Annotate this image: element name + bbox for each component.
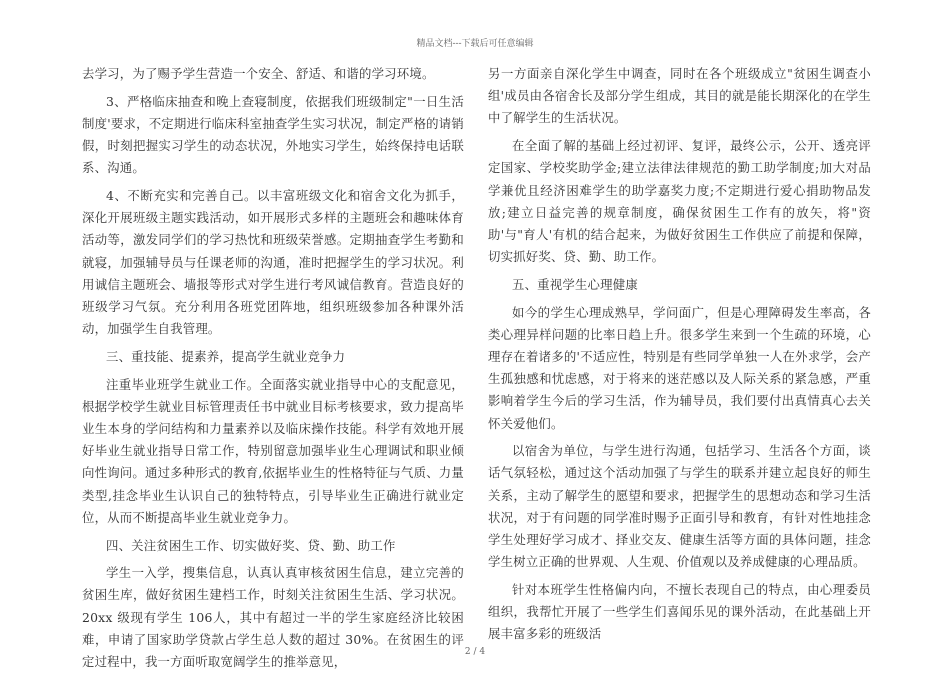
paragraph: 4、不断充实和完善自己。以丰富班级文化和宿舍文化为抓手，深化开展班级主题实践活动，如开展形式多样的主题班会和趣味体育活动等，激发同学们的学习热忱和班级荣誉感。定期抽查学生考勤和就寝，加强辅导员与任课老师的沟通，准时把握学生的学习状况。利用诚信主题班会、墙报等形式对学生进行考风诚信教育。营造良好的班级学习气氛。充分利用各班党团阵地，组织班级参加各种课外活动，加强学生自我管理。 <box>82 188 464 337</box>
paragraph: 学生一入学，搜集信息，认真认真审核贫困生信息，建立完善的贫困生库，做好贫困生建档工作，时刻关注贫困生生活、学习状况。20xx 级现有学生 106人，其中有超过一半的学生家庭经济比较困难，申请了国家助学贷款占学生总人数的超过 30%。在贫困生的评定过程中，我一方面听取宽阔学生的推举意见， <box>82 565 464 670</box>
page-number: 2 / 4 <box>464 647 486 657</box>
paragraph: 在全面了解的基础上经过初评、复评，最终公示，公开、透亮评定国家、学校奖助学金;建立法律法律规范的勤工助学制度;加大对品学兼优且经济困难学生的助学嘉奖力度;不定期进行爱心捐助物品发放;建立日益完善的规章制度，确保贫困生工作有的放矢，将"资助'与"育人'有机的结合起来，为做好贫困生工作供应了前提和保障，切实抓好奖、贷、勤、助工作。 <box>488 138 871 265</box>
paragraph: 针对本班学生性格偏内向，不擅长表现自己的特点，由心理委员组织，我帮忙开展了一些学生们喜闻乐见的课外活动，在此基础上开展丰富多彩的班级活 <box>488 581 871 642</box>
page-header: 精品文档---下载后可任意编辑 <box>416 39 534 49</box>
section-heading: 三、重技能、提素养，提高学生就业竞争力 <box>106 348 346 364</box>
paragraph: 以宿舍为单位，与学生进行沟通，包括学习、生活各个方面，谈话气氛轻松，通过这个活动加强了与学生的联系并建立起良好的师生关系，主动了解学生的愿望和要求，把握学生的思想动态和学习生活状况，对于有问题的同学准时赐予正面引导和教育，有针对性地挂念学生处理好学习成才、择业交友、健康生活等方面的具体问题，挂念学生树立正确的世界观、人生观、价值观以及养成健康的心理品质。 <box>488 443 871 570</box>
paragraph: 如今的学生心理成熟早，学问面广，但是心理障碍发生率高，各类心理异样问题的比率日趋上升。很多学生来到一个生疏的环境，心理存在着诸多的'不适应性，特别是有些同学单独一人在外求学，会产生孤独感和忧虑感，对于将来的迷茫感以及人际关系的紧急感，严重影响着学生今后的学习生活，作为辅导员，我们要付出真情真心去关怀关爱他们。 <box>488 304 871 431</box>
section-heading: 四、关注贫困生工作、切实做好奖、贷、勤、助工作 <box>106 537 396 553</box>
section-heading: 五、重视学生心理健康 <box>512 276 638 292</box>
left-column <box>82 63 464 679</box>
right-column <box>488 63 871 651</box>
paragraph: 去学习，为了赐予学生营造一个安全、舒适、和谐的学习环境。 <box>82 66 435 81</box>
paragraph: 注重毕业班学生就业工作。全面落实就业指导中心的支配意见，根据学校学生就业目标管理责任书中就业目标考核要求，致力提高毕业生本身的学问结构和力量素养以及临床操作技能。科学有效地开展好毕业生就业指导日常工作，特别留意加强毕业生心理调试和职业倾向性询问。通过多种形式的教育,依据毕业生的性格特征与气质、力量类型,挂念毕业生认识自己的独特特点，引导毕业生正确进行就业定位，从而不断提高毕业生就业竞争力。 <box>82 376 464 525</box>
paragraph: 另一方面亲自深化学生中调查，同时在各个班级成立"贫困生调查小组'成员由各宿舍长及部分学生组成，其目的就是能长期深化的在学生中了解学生的生活状况。 <box>488 66 871 126</box>
paragraph: 3、严格临床抽查和晚上查寝制度，依据我们班级制定"一日生活制度'要求，不定期进行临床科室抽查学生实习状况，制定严格的请销假，时刻把握实习学生的动态状况，外地实习学生，始终保持电话联系、沟通。 <box>82 93 464 176</box>
